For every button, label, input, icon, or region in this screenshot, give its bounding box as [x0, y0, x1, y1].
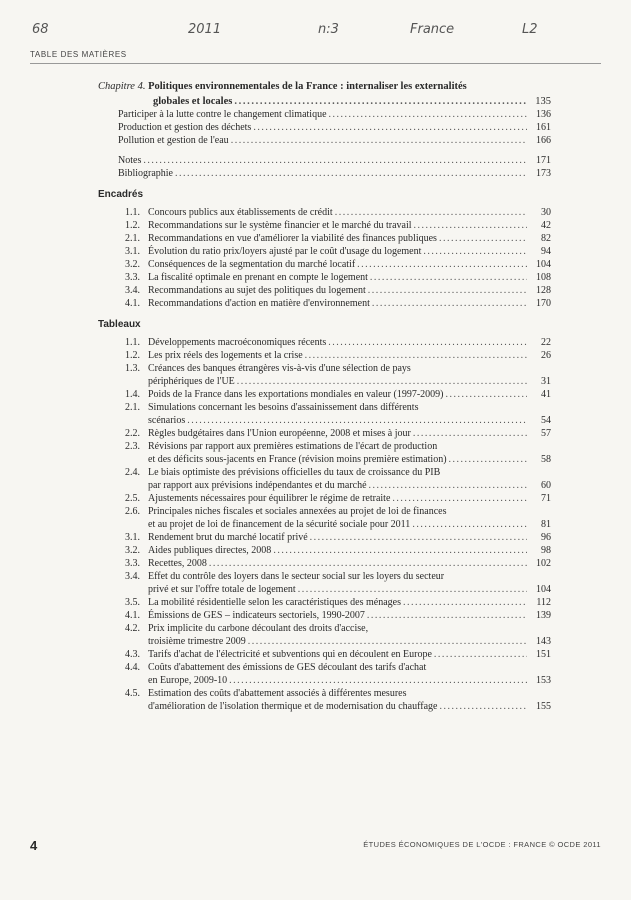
entry-title: Émissions de GES – indicateurs sectoriels, 1990-2007 [148, 610, 365, 621]
toc-entry [98, 219, 551, 232]
entry-number: 3.1. [125, 246, 140, 257]
leader-dots [273, 544, 527, 557]
toc-entry [98, 609, 551, 622]
leader-dots [372, 297, 527, 310]
page-number: 30 [541, 207, 551, 218]
entry-number: 3.3. [125, 558, 140, 569]
leader-dots [310, 531, 527, 544]
entry-title: et des déficits sous-jacents en France (révision moins première estimation) [148, 454, 447, 465]
toc-entry [98, 648, 551, 661]
leader-dots [367, 609, 527, 622]
entry-line [98, 570, 551, 583]
page-number: 102 [536, 558, 551, 569]
entry-title: par rapport aux prévisions indépendantes et du marché [148, 480, 367, 491]
entry-title: Évolution du ratio prix/loyers ajusté par le coût d'usage du logement [148, 246, 422, 257]
entry-line [98, 596, 551, 609]
entry-title: Tarifs d'achat de l'électricité et subventions qui en découlent en Europe [148, 649, 432, 660]
footer-publication: ÉTUDES ÉCONOMIQUES DE L'OCDE : FRANCE © OCDE 2011 [363, 840, 601, 849]
entry-number: 4.1. [125, 610, 140, 621]
entry-number: 1.2. [125, 350, 140, 361]
leader-dots [414, 219, 527, 232]
toc-entry [98, 297, 551, 310]
page-number: 57 [541, 428, 551, 439]
entry-line [98, 388, 551, 401]
running-header: TABLE DES MATIÈRES [30, 50, 127, 59]
leader-dots [392, 492, 527, 505]
page-number: 153 [536, 675, 551, 686]
leader-dots [234, 95, 527, 108]
leader-dots [231, 134, 527, 147]
page-number: 22 [541, 337, 551, 348]
toc-entry [98, 284, 551, 297]
leader-dots [329, 108, 527, 121]
entry-title: Révisions par rapport aux premières estimations de l'écart de production [148, 441, 438, 452]
page-number: 71 [541, 493, 551, 504]
toc-entry [98, 492, 551, 505]
page-number: 151 [536, 649, 551, 660]
toc-entry [98, 108, 551, 121]
leader-dots [187, 414, 527, 427]
entry-number: 2.5. [125, 493, 140, 504]
entry-line [98, 245, 551, 258]
entry-line [98, 219, 551, 232]
toc-entry [98, 388, 551, 401]
entry-title: Ajustements nécessaires pour équilibrer le régime de retraite [148, 493, 391, 504]
leader-dots [445, 388, 527, 401]
entry-title: Notes [118, 155, 142, 166]
toc-entry [98, 121, 551, 134]
leader-dots [175, 167, 527, 180]
page-number: 108 [536, 272, 551, 283]
entry-title: Pollution et gestion de l'eau [118, 135, 229, 146]
leader-dots [423, 245, 527, 258]
entry-number: 4.5. [125, 688, 140, 699]
entry-title: Coûts d'abattement des émissions de GES découlant des tarifs d'achat [148, 662, 427, 673]
entry-title: Recommandations au sujet des politiques du logement [148, 285, 366, 296]
entry-number: 2.3. [125, 441, 140, 452]
entry-line [98, 648, 551, 661]
leader-dots [368, 284, 527, 297]
page-number: 94 [541, 246, 551, 257]
page-number: 136 [536, 109, 551, 120]
entry-number: 3.4. [125, 285, 140, 296]
entry-number: 1.2. [125, 220, 140, 231]
entry-number: 2.1. [125, 233, 140, 244]
entry-line [98, 336, 551, 349]
entry-line [98, 492, 551, 505]
toc-entry [98, 661, 551, 687]
toc-entry [98, 349, 551, 362]
entry-number: 2.1. [125, 402, 140, 413]
page-number: 161 [536, 122, 551, 133]
entry-title: Règles budgétaires dans l'Union européenne, 2008 et mises à jour [148, 428, 411, 439]
entry-title: en Europe, 2009-10 [148, 675, 228, 686]
entry-title: La mobilité résidentielle selon les caractéristiques des ménages [148, 597, 401, 608]
leader-dots [253, 121, 527, 134]
entry-line [98, 700, 551, 713]
entry-number: 4.4. [125, 662, 140, 673]
page-number: 104 [536, 259, 551, 270]
entry-title: La fiscalité optimale en prenant en compte le logement [148, 272, 368, 283]
page-number: 139 [536, 610, 551, 621]
entry-title: Le biais optimiste des prévisions officielles du taux de croissance du PIB [148, 467, 441, 478]
page-number-footer: 4 [30, 838, 38, 853]
handwritten-note: n:3 [318, 22, 339, 37]
entry-title: Recommandations d'action en matière d'environnement [148, 298, 370, 309]
handwritten-note: 2011 [188, 22, 222, 37]
entry-title: Bibliographie [118, 168, 173, 179]
entry-title: Production et gestion des déchets [118, 122, 252, 133]
entry-line [98, 362, 551, 375]
leader-dots [229, 674, 527, 687]
toc-entry [98, 466, 551, 492]
toc-entry [98, 154, 551, 167]
toc-entry [98, 232, 551, 245]
chapter-heading [98, 80, 551, 93]
toc-entry [98, 687, 551, 713]
page-number: 155 [536, 701, 551, 712]
entry-number: 2.6. [125, 506, 140, 517]
entry-number: 3.5. [125, 597, 140, 608]
toc-entry [98, 557, 551, 570]
entry-line [98, 583, 551, 596]
toc-entry [98, 622, 551, 648]
entry-title: Poids de la France dans les exportations mondiales en valeur (1997-2009) [148, 389, 444, 400]
page-number: 26 [541, 350, 551, 361]
handwritten-note: France [410, 22, 455, 37]
entry-line [98, 518, 551, 531]
entry-title: périphériques de l'UE [148, 376, 235, 387]
entry-line [98, 466, 551, 479]
leader-dots [434, 648, 527, 661]
leader-dots [449, 453, 527, 466]
entry-number: 4.1. [125, 298, 140, 309]
leader-dots [143, 154, 527, 167]
entry-line [98, 232, 551, 245]
header-divider [30, 63, 601, 64]
page-number: 31 [541, 376, 551, 387]
entry-title: troisième trimestre 2009 [148, 636, 246, 647]
page-number: 96 [541, 532, 551, 543]
toc-entry [98, 167, 551, 180]
entry-number: 3.3. [125, 272, 140, 283]
entry-line [98, 271, 551, 284]
leader-dots [369, 479, 527, 492]
section-heading-tableaux: Tableaux [98, 319, 141, 330]
entry-number: 2.2. [125, 428, 140, 439]
toc-content [98, 80, 551, 713]
toc-entry [98, 427, 551, 440]
page-number: 143 [536, 636, 551, 647]
entry-title: scénarios [148, 415, 186, 426]
page-number: 166 [536, 135, 551, 146]
entry-number: 1.1. [125, 337, 140, 348]
leader-dots [412, 518, 527, 531]
entry-line [98, 635, 551, 648]
entry-title: Concours publics aux établissements de crédit [148, 207, 333, 218]
section-heading-encadres: Encadrés [98, 189, 144, 200]
entry-line [98, 414, 551, 427]
page-number: 104 [536, 584, 551, 595]
toc-entry [98, 596, 551, 609]
page-number: 173 [536, 168, 551, 179]
entry-number: 3.1. [125, 532, 140, 543]
toc-entry [98, 505, 551, 531]
entry-number: 1.1. [125, 207, 140, 218]
entry-title: Les prix réels des logements et la crise [148, 350, 303, 361]
page-number: 81 [541, 519, 551, 530]
leader-dots [370, 271, 527, 284]
leader-dots [439, 232, 527, 245]
entry-line [98, 674, 551, 687]
entry-number: 3.2. [125, 259, 140, 270]
page-number: 42 [541, 220, 551, 231]
entry-number: 1.3. [125, 363, 140, 374]
handwritten-note: L2 [522, 22, 538, 37]
page-number: 98 [541, 545, 551, 556]
page-number: 135 [535, 96, 551, 107]
leader-dots [248, 635, 527, 648]
entry-line [98, 609, 551, 622]
chapter-title-end: globales et locales [153, 96, 233, 107]
toc-entry [98, 531, 551, 544]
entry-line [98, 531, 551, 544]
entry-line [98, 427, 551, 440]
entry-title: Recommandations en vue d'améliorer la viabilité des finances publiques [148, 233, 437, 244]
entry-title: Conséquences de la segmentation du marché locatif [148, 259, 356, 270]
leader-dots [413, 427, 527, 440]
entry-line [98, 349, 551, 362]
chapter-label: Chapitre 4. [98, 81, 146, 92]
entry-number: 2.4. [125, 467, 140, 478]
page-number: 82 [541, 233, 551, 244]
entry-line [98, 479, 551, 492]
chapter-title-line [98, 95, 551, 108]
leader-dots [237, 375, 527, 388]
entry-title: Créances des banques étrangères vis-à-vis d'une sélection de pays [148, 363, 411, 374]
leader-dots [298, 583, 527, 596]
entry-number: 4.3. [125, 649, 140, 660]
leader-dots [209, 557, 527, 570]
entry-line [98, 258, 551, 271]
entry-line [98, 453, 551, 466]
entry-number: 1.4. [125, 389, 140, 400]
toc-entry [98, 544, 551, 557]
entry-title: d'amélioration de l'isolation thermique et de modernisation du chauffage [148, 701, 438, 712]
entry-title: Simulations concernant les besoins d'assainissement dans différents [148, 402, 419, 413]
entry-line [98, 401, 551, 414]
entry-line [98, 440, 551, 453]
chapter-title: Politiques environnementales de la France : internaliser les externalités [148, 81, 467, 92]
entry-line [98, 622, 551, 635]
handwritten-note: 68 [32, 22, 49, 37]
toc-entry [98, 570, 551, 596]
entry-title: Estimation des coûts d'abattement associés à différentes mesures [148, 688, 407, 699]
toc-entry [98, 134, 551, 147]
page-number: 112 [536, 597, 551, 608]
entry-line [98, 375, 551, 388]
entry-title: Participer à la lutte contre le changement climatique [118, 109, 327, 120]
page-number: 170 [536, 298, 551, 309]
leader-dots [439, 700, 527, 713]
page-number: 54 [541, 415, 551, 426]
entry-line [98, 544, 551, 557]
entry-title: Recommandations sur le système financier et le marché du travail [148, 220, 412, 231]
leader-dots [335, 206, 527, 219]
entry-line [98, 206, 551, 219]
leader-dots [403, 596, 527, 609]
entry-number: 4.2. [125, 623, 140, 634]
toc-entry [98, 362, 551, 388]
page-number: 41 [541, 389, 551, 400]
entry-title: Aides publiques directes, 2008 [148, 545, 272, 556]
entry-title: Rendement brut du marché locatif privé [148, 532, 308, 543]
page-number: 60 [541, 480, 551, 491]
toc-entry [98, 245, 551, 258]
page-number: 171 [536, 155, 551, 166]
entry-line [98, 557, 551, 570]
leader-dots [328, 336, 527, 349]
entry-title: privé et sur l'offre totale de logement [148, 584, 296, 595]
toc-entry [98, 401, 551, 427]
page-number: 128 [536, 285, 551, 296]
entry-title: Principales niches fiscales et sociales annexées au projet de loi de finances [148, 506, 447, 517]
entry-line [98, 687, 551, 700]
toc-entry [98, 440, 551, 466]
toc-entry [98, 206, 551, 219]
entry-number: 3.2. [125, 545, 140, 556]
toc-entry [98, 258, 551, 271]
toc-entry [98, 336, 551, 349]
toc-entry [98, 271, 551, 284]
entry-line [98, 661, 551, 674]
entry-line [98, 505, 551, 518]
entry-title: Prix implicite du carbone découlant des droits d'accise, [148, 623, 369, 634]
entry-number: 3.4. [125, 571, 140, 582]
leader-dots [305, 349, 527, 362]
entry-title: Effet du contrôle des loyers dans le secteur social sur les loyers du secteur [148, 571, 445, 582]
leader-dots [357, 258, 527, 271]
page-number: 58 [541, 454, 551, 465]
entry-line [98, 284, 551, 297]
entry-title: Recettes, 2008 [148, 558, 207, 569]
entry-title: Développements macroéconomiques récents [148, 337, 327, 348]
entry-line [98, 297, 551, 310]
entry-title: et au projet de loi de financement de la sécurité sociale pour 2011 [148, 519, 411, 530]
